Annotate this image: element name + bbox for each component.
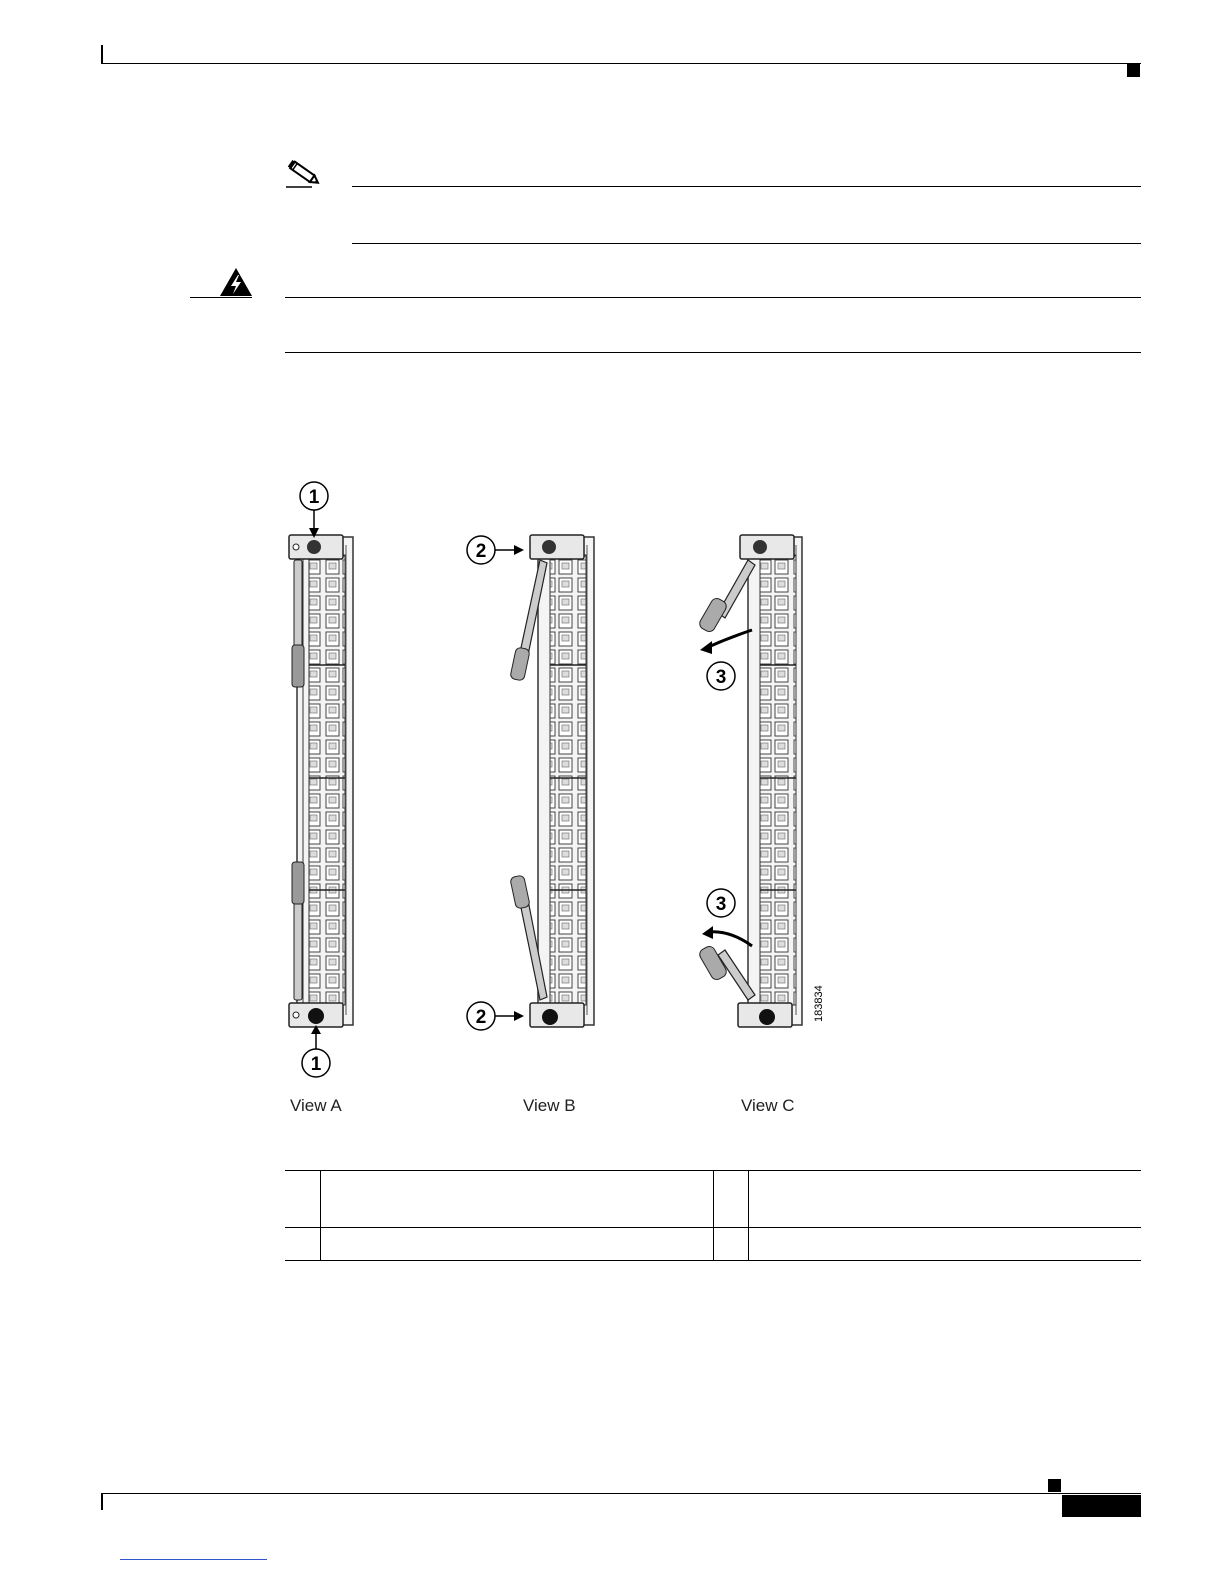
footer-rule bbox=[101, 1493, 1141, 1494]
callout-1-top-label: 1 bbox=[308, 487, 320, 508]
table-col-divider-2 bbox=[713, 1170, 714, 1260]
footer-square-marker bbox=[1048, 1479, 1061, 1492]
callout-1-bottom bbox=[302, 1025, 330, 1077]
callout-3-top-label: 3 bbox=[715, 667, 727, 688]
callout-1-bottom-label: 1 bbox=[310, 1054, 322, 1075]
callout-3-top bbox=[707, 662, 735, 690]
callout-2-bottom-label: 2 bbox=[475, 1007, 487, 1028]
callout-1-top bbox=[300, 482, 328, 538]
callout-3-bottom-label: 3 bbox=[715, 894, 727, 915]
callout-3-bottom bbox=[707, 889, 735, 917]
table-col-divider-1 bbox=[320, 1170, 321, 1260]
table-bottom-rule bbox=[285, 1260, 1141, 1261]
figure-id: 183834 bbox=[813, 985, 825, 1022]
view-c-module bbox=[698, 535, 802, 1027]
view-b-label: View B bbox=[523, 1096, 576, 1115]
footer-page-bar bbox=[1062, 1495, 1141, 1517]
view-b-module bbox=[510, 535, 594, 1027]
callout-2-top bbox=[467, 536, 524, 564]
view-a-label: View A bbox=[290, 1096, 342, 1115]
view-c-label: View C bbox=[741, 1096, 795, 1115]
view-a-module bbox=[289, 535, 353, 1027]
callout-2-top-label: 2 bbox=[475, 541, 487, 562]
footer-left-tick bbox=[101, 1493, 103, 1510]
footer-link-underline[interactable] bbox=[120, 1559, 267, 1560]
callout-2-bottom bbox=[467, 1002, 524, 1030]
table-col-divider-3 bbox=[748, 1170, 749, 1260]
